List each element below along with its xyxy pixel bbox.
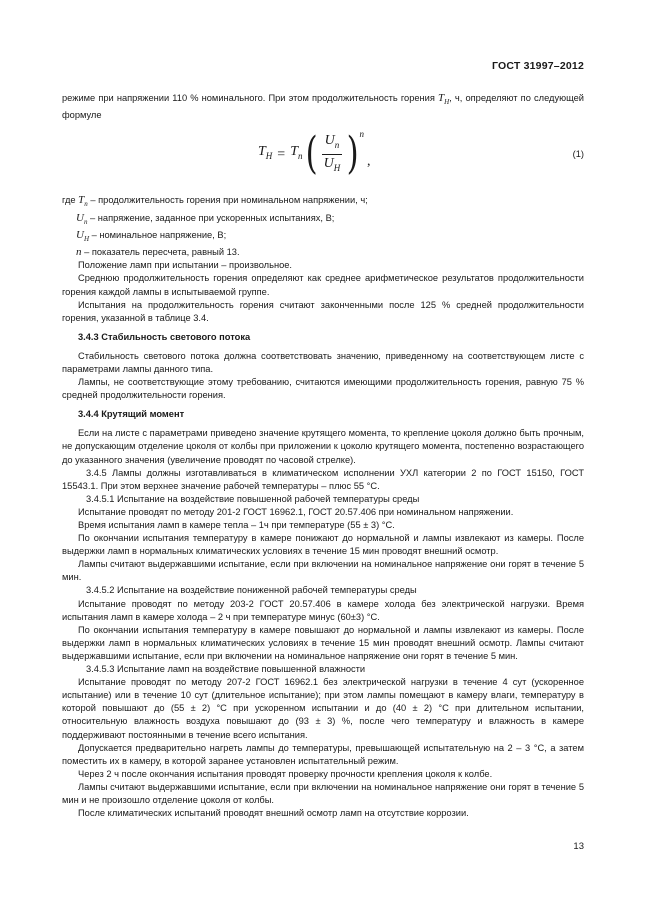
def4-var: n <box>76 246 82 259</box>
intro-text-end: , ч, определяют по следующей формуле <box>62 93 584 121</box>
paragraph-3451d: Лампы считают выдержавшими испытание, если при включении на номинальное напряжение они горят в течение 5 мин. <box>62 559 584 583</box>
var-t-subscript: Н <box>444 98 450 107</box>
formula-lhs-sub: Н <box>265 151 273 162</box>
formula-number: (1) <box>572 149 584 160</box>
paragraph-3453e: После климатических испытаний проводят внешний осмотр ламп на отсутствие коррозии. <box>78 808 469 819</box>
paragraph-complete: Испытания на продолжительность горения считают законченными после 125 % средней продолжительности горения, указанной в таблице 3.4. <box>62 299 584 323</box>
def2-letter: U <box>76 211 84 224</box>
page-number: 13 <box>573 841 584 852</box>
paragraph-3453b: Допускается предварительно нагреть лампы до температуры, превышающей испытательную на 2 – 3 °С, а затем поместить их в камеру, в которой заранее установлен испытательный режим. <box>62 742 584 766</box>
paragraph-3451a: Испытание проводят по методу 201-2 ГОСТ 16962.1, ГОСТ 20.57.406 при номинальном напряжении. <box>78 506 514 517</box>
paragraph-3452a: Испытание проводят по методу 203-2 ГОСТ 20.57.406 в камере холода без электрической нагрузки. Время испытания ламп в камере холода – 2 ч при температуре минус (60±3) °С. <box>62 598 584 622</box>
where-word: где <box>62 195 79 206</box>
definition-3 <box>62 229 584 246</box>
section-heading-344: 3.4.4 Крутящий момент <box>78 409 185 420</box>
def1-sub: п <box>84 200 88 209</box>
def3-text: – номинальное напряжение, В; <box>89 229 227 240</box>
formula-lhs <box>258 145 272 163</box>
paragraph-345: 3.4.5 Лампы должны изготавливаться в климатическом исполнении УХЛ категории 2 по ГОСТ 15150, ГОСТ 15543.1. При этом верхнее значение рабочей температуры – плюс 55 °С. <box>62 467 584 491</box>
def1-var <box>78 194 88 209</box>
intro-paragraph <box>62 92 584 122</box>
paragraph-average: Среднюю продолжительность горения определяют как среднее арифметическое результатов продолжительности горения каждой лампы в испытываемой группе. <box>62 273 584 297</box>
paragraph-stability-1: Стабильность светового потока должна соответствовать значению, приведенному на соответствующем листе с параметрами лампы данного типа. <box>62 350 584 374</box>
def1-letter: T <box>78 194 85 207</box>
formula-1 <box>258 128 371 180</box>
fraction-numerator <box>322 134 343 155</box>
den-letter: U <box>323 155 334 171</box>
var-t-letter: T <box>438 92 445 104</box>
paragraph-3451b: Время испытания ламп в камере тепла – 1ч при температуре (55 ± 3) °С. <box>78 520 395 530</box>
formula-block <box>62 126 584 194</box>
document-id-header: ГОСТ 31997–2012 <box>491 60 584 72</box>
paragraph-position: Положение ламп при испытании – произвольное. <box>78 260 292 271</box>
definition-4 <box>62 246 584 259</box>
def1-text: – продолжительность горения при номинальном напряжении, ч; <box>87 195 368 206</box>
page-body <box>62 92 584 820</box>
num-letter: U <box>324 132 335 148</box>
formula-equals: = <box>277 146 286 162</box>
subheading-3451: 3.4.5.1 Испытание на воздействие повышенной рабочей температуры среды <box>86 493 420 504</box>
formula-exponent: n <box>359 129 364 140</box>
intro-text: режиме при напряжении 110 % номинального. При этом продолжительность горения <box>62 93 439 103</box>
paragraph-3451c: По окончании испытания температуру в камере понижают до нормальной и лампы извлекают из камеры. После выдержки ламп в нормальных климатических условиях в течение 15 мин проводят внешний осмотр. <box>62 533 584 557</box>
paragraph-3452b: По окончании испытания температуру в камере повышают до нормальной и лампы извлекают из камеры. После выдержки ламп в нормальных климатических условиях в течение 15 мин проводят внешний осмотр. Лампы считают выдержавшими испытание, если при включении на номинальное напряжение они горят в течение 5 мин. <box>62 624 584 661</box>
paragraph-torque: Если на листе с параметрами приведено значение крутящего момента, то крепление цоколя должно быть прочным, не допускающим отделение цоколя от колбы при приложении к цоколю крутящего момента, постепенно возрастающего до указанного значения (увеличение проводят по часовой стрелке). <box>62 428 584 465</box>
def3-var <box>76 228 90 244</box>
section-heading-343: 3.4.3 Стабильность светового потока <box>78 331 251 342</box>
paragraph-3453d: Лампы считают выдержавшими испытание, если при включении на номинальное напряжение они горят в течение 5 мин и не произошло отделение цоколя от колбы. <box>62 781 584 805</box>
formula-t <box>290 145 302 163</box>
subheading-3452: 3.4.5.2 Испытание на воздействие пониженной рабочей температуры среды <box>86 585 417 596</box>
num-sub: п <box>334 139 340 150</box>
def2-text: – напряжение, заданное при ускоренных испытаниях, В; <box>87 212 335 223</box>
def3-letter: U <box>76 228 84 241</box>
var-t-h <box>438 92 450 107</box>
definition-1 <box>62 194 584 211</box>
formula-comma: , <box>366 154 371 170</box>
formula-fraction <box>321 134 344 175</box>
formula-t-sub: п <box>298 151 303 162</box>
paragraph-stability-2: Лампы, не соответствующие этому требованию, считаются имеющими продолжительность горения, равную 75 % средней продолжительности горения. <box>62 377 584 401</box>
paragraph-3453a: Испытание проводят по методу 207-2 ГОСТ 16962.1 без электрической нагрузки в течение 4 сут (ускоренное испытание) или в течение 10 сут (длительное испытание); при этом лампы помещают в камеру влаги, температуру в которой повышают до (55 ± 2) °С при ускоренном испытании и до (40 ± 2) °С при длительном испытании, относительную влажность воздуха повышают до (93 ± 3) %, после чего температуру и влажность в камере поддерживают постоянными в течение всего испытания. <box>62 677 584 740</box>
left-paren: ( <box>305 128 318 180</box>
den-sub: Н <box>333 162 341 173</box>
definition-2 <box>62 212 584 229</box>
right-paren: ) <box>346 128 359 180</box>
def2-sub: п <box>83 217 88 226</box>
def3-sub: Н <box>83 235 90 244</box>
def4-text: – показатель пересчета, равный 13. <box>81 247 240 258</box>
paragraph-3453c: Через 2 ч после окончания испытания проводят проверку прочности крепления цоколя к колбе. <box>78 768 493 779</box>
fraction-denominator <box>321 155 344 175</box>
formula-lhs-letter: T <box>258 144 266 160</box>
formula-t-letter: T <box>290 144 298 160</box>
subheading-3453: 3.4.5.3 Испытание ламп на воздействие повышенной влажности <box>86 664 366 675</box>
def2-var <box>76 212 87 224</box>
